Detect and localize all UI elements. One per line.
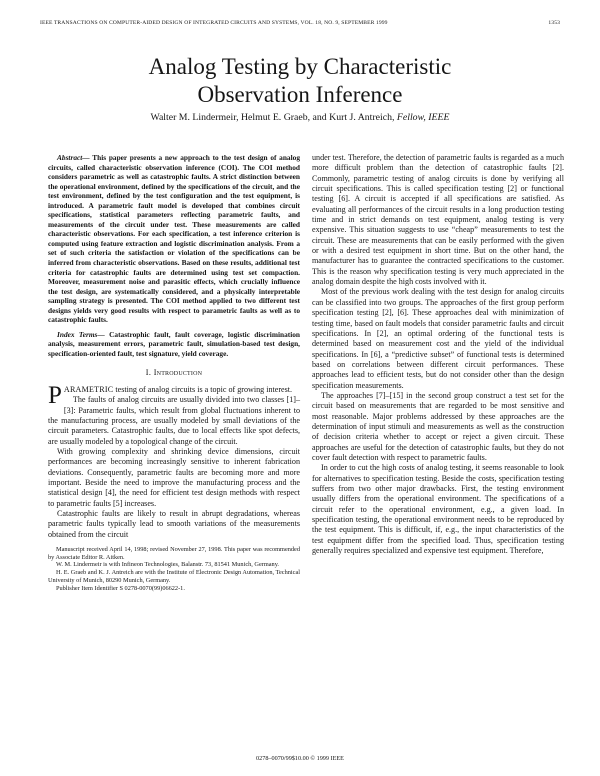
footnote-graeb-antreich: H. E. Graeb and K. J. Antreich are with the Institute of Electronic Design Automation, Technical University of Munich, 80290 Munich, Germany. [48,569,300,584]
right-paragraph-2: Most of the previous work dealing with the test design for analog circuits can be classified into two groups. The approaches of the first group perform specification testing [2], [6]. These approaches deal with minimization of testing time, based on fault models that consider parametric faults and circuit specifications. In [2], an optimal ordering of the functional tests is determined based on measurement cost and the yield of the individual specifications. In [6], a “predictive subset” of functional tests is determined based on correlations between different circuit performances. These approaches lead to efficient tests, but do not consider other than the design specification measurements. [312,287,564,390]
author-line [40,112,560,123]
copyright-footer: 0278–0070/99$10.00 © 1999 IEEE [256,755,344,762]
paper-title [60,53,540,109]
title-line-1: Analog Testing by Characteristic [148,54,452,79]
right-paragraph-4: In order to cut the high costs of analog testing, it seems reasonable to look for alternatives to specification testing. Beside the costs, specification testing suffers from two other major drawbacks. First, the testing environment usually differs from the operational environment. The specifications of a circuit refer to the operational environment, e.g., a given load. In specification testing, the operational environment needs to be reproduced by the test equipment. This is difficult, if, e.g., the input characteristics of the test equipment differ from the specified load. Thus, specification testing generally requires specialized and expensive test equipment. Therefore, [312,463,564,556]
right-column [312,153,564,556]
running-head [40,20,560,26]
index-terms [48,330,300,359]
title-line-2: Observation Inference [197,82,403,107]
intro-paragraph-4: Catastrophic faults are likely to result in abrupt degradations, whereas parametric faults typically lead to smooth variations of the measurements obtained from the circuit [48,508,300,539]
abstract-lead: Abstract— [57,153,90,162]
footnote-lindermeir: W. M. Lindermeir is with Infineon Technologies, Balanstr. 73, 81541 Munich, Germany. [56,561,280,569]
section-title: Introduction [153,368,203,378]
footnote-publisher-id: Publisher Item Identifier S 0278-0070(99)06622-1. [56,584,185,592]
intro-paragraph-1 [48,381,300,409]
index-terms-text: Catastrophic fault, fault coverage, logistic discrimination analysis, measurement errors, parametric fault, simulation-based test design, specification-oriented fault, test signature, yield coverage. [48,329,300,358]
intro-paragraph-2: The faults of analog circuits are usually divided into two classes [1]–[3]: Parametric faults, which result from global fluctuations inherent to the manufacturing process, are usually modeled by small deviations of the circuit parameters. Catastrophic faults, due to local effects like spot defects, are usually modeled by a topological change of the circuit. [48,395,300,446]
index-terms-lead: Index Terms— [57,329,105,339]
intro-paragraph-3: With growing complexity and shrinking device dimensions, circuit performances are becoming increasingly sensitive to inherent fabrication deviations. Consequently, parametric faults are becoming more and more important. Beside the need to improve the manufacturing process and the statistical design [4], the need for efficient test design methods with respect to parametric faults [5] increases. [48,446,300,508]
intro-paragraph-1-text: testing of analog circuits is a topic of growing interest. [113,384,293,394]
journal-name: IEEE TRANSACTIONS ON COMPUTER-AIDED DESIGN OF INTEGRATED CIRCUITS AND SYSTEMS, VOL. 18, NO. 9, SEPTEMBER 1999 [40,20,388,26]
footnote-manuscript: Manuscript received April 14, 1998; revised November 27, 1998. This paper was recommended by Associate Editor R. Aitken. [48,545,300,561]
abstract-text: This paper presents a new approach to the test design of analog circuits, called characteristic observation inference (COI). The COI method considers parametric as well as catastrophic faults. A strict distinction between the operational environment, defined by the specifications of the circuit, and the test environment, defined by the test configuration and the test equipment, is introduced. A parametric fault model is developed that combines circuit specifications, statistical parameters reflecting parametric faults, and measurements of the circuit under test. These measurements are called characteristic observations. For each specification, a test inference criterion is computed using feature extraction and logistic discrimination analysis. From a set of such criteria the satisfaction or violation of the specifications can be inferred from characteristic observations. Based on these results, additional test criteria for catastrophic faults are determined using test set compaction. Moreover, measurement noise and parasitic effects, which crucially influence the test design, are systematically considered, and a physically interpretable sampling strategy is presented. The COI method applied to two different test designs yields very good results with respect to parametric faults as well as to catastrophic faults. [48,153,300,325]
right-paragraph-1: under test. Therefore, the detection of parametric faults is regarded as a much more difficult problem than the detection of catastrophic faults [2]. Commonly, parametric testing of analog circuits is done by verifying all circuit specifications. This is called specification testing [2] or functional testing [6]. A circuit is accepted if all specifications are satisfied. As evaluating all performances of the circuit results in a long production testing time and in strict demands on test equipment, analog testing is very expensive. This situation suggests to use “cheap” measurements to test the circuit. These are measurements that can be easily performed with the given or with a desired test equipment in short time. But on the other hand, the manufacturer has to guarantee the contracted specifications to the customer. This is the reason why specification testing is very much appreciated in the analog domain despite the high costs involved with it. [312,153,564,287]
footnotes [48,546,300,592]
section-number: I. [145,368,152,378]
right-paragraph-3: The approaches [7]–[15] in the second group construct a test set for the circuit based on measurements that are regarded to be most sensitive and most reasonable. Major problems addressed by these approaches are the determination of input stimuli and measurements as well as the construction of decision criteria whether to accept or reject a given circuit. These approaches are useful for the detection of catastrophic faults, but they do not cover fault detection with respect to parametric faults. [312,390,564,462]
page-number: 1353 [548,20,560,26]
author-fellow: Fellow, IEEE [396,112,450,123]
left-column [48,153,300,592]
drop-cap: P [48,381,62,409]
section-heading [48,368,300,378]
drop-cap-word: ARAMETRIC [63,384,114,394]
abstract [48,153,300,325]
author-names: Walter M. Lindermeir, Helmut E. Graeb, and Kurt J. Antreich, [150,112,395,123]
